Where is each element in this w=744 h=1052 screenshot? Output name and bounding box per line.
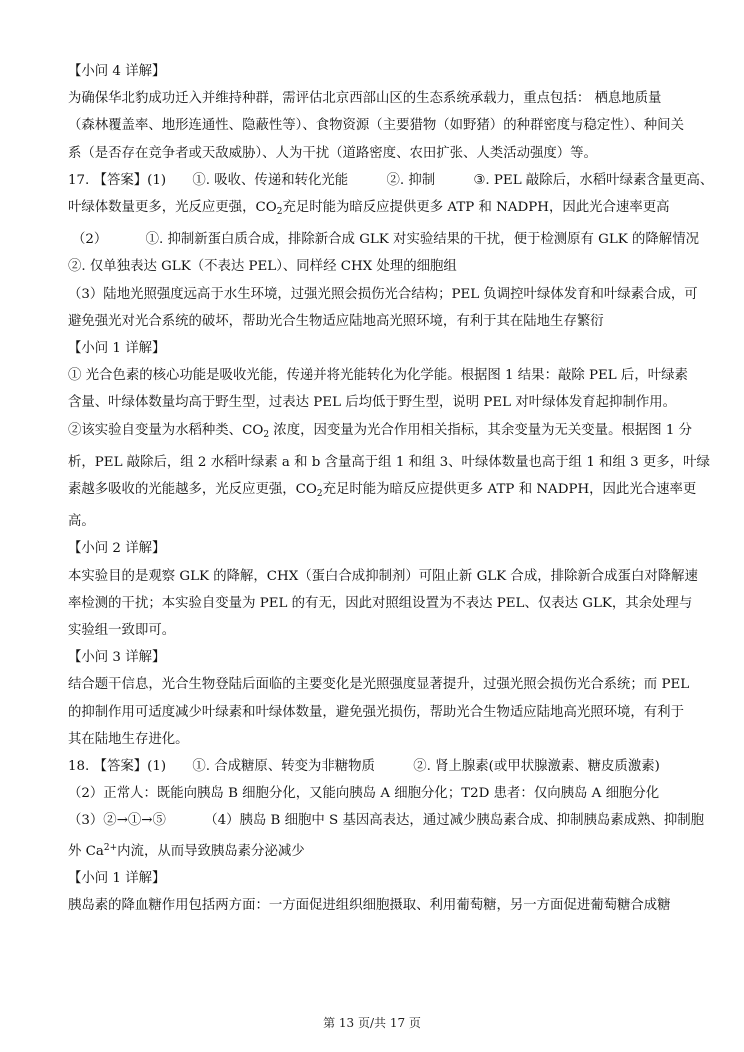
question-number: 17. 【答案】(1) bbox=[68, 172, 167, 188]
section-heading: 【小问 3 详解】 bbox=[68, 650, 166, 666]
paragraph-line: 避免强光对光合系统的破坏，帮助光合生物适应陆地高光照环境，有利于其在陆地生存繁衍 bbox=[68, 313, 604, 329]
paragraph-line bbox=[68, 476, 697, 508]
text-run: ②该实验自变量为水稻种类、CO bbox=[68, 422, 264, 438]
paragraph-line: （2）正常人：既能向胰岛 B 细胞分化，又能向胰岛 A 细胞分化；T2D 患者：仅向胰岛 A 细胞分化 bbox=[68, 786, 660, 802]
paragraph-line: ① 光合色素的核心功能是吸收光能，传递并将光能转化为化学能。根据图 1 结果：敲除 PEL 后，叶绿素 bbox=[68, 368, 688, 384]
sub-question-label: （2） bbox=[72, 232, 108, 248]
question-number: 18. 【答案】(1) bbox=[68, 759, 167, 775]
paragraph-line bbox=[68, 807, 705, 834]
paragraph-line: 系（是否存在竞争者或天敌威胁）、人为干扰（道路密度、农田扩张、人类活动强度）等。 bbox=[68, 145, 597, 161]
answer-part: ①. 吸收、传递和转化光能 bbox=[192, 172, 349, 188]
text-run: 叶绿体数量更多，光反应更强，CO bbox=[68, 200, 277, 216]
text-run: 外 Ca bbox=[68, 843, 104, 859]
page-number: 第 13 页/共 17 页 bbox=[323, 1016, 421, 1030]
paragraph-line: 实验组一致即可。 bbox=[68, 623, 176, 639]
subscript: 2 bbox=[263, 429, 270, 440]
answer-text-body bbox=[68, 58, 714, 919]
text-run: 素越多吸收的光能越多，光反应更强，CO bbox=[68, 482, 317, 498]
answer-line-17 bbox=[68, 167, 714, 194]
paragraph-line: 率检测的干扰；本实验自变量为 PEL 的有无，因此对照组设置为不表达 PEL、仅表达 GLK，其余处理与 bbox=[68, 595, 693, 611]
answer-part: ③. PEL 敲除后，水稻叶绿素含量更高、 bbox=[473, 172, 714, 188]
superscript: 2+ bbox=[103, 842, 118, 853]
text-run: 浓度，因变量为光合作用相关指标，其余变量为无关变量。根据图 1 分 bbox=[269, 422, 693, 438]
paragraph-line: 本实验目的是观察 GLK 的降解，CHX（蛋白合成抑制剂）可阻止新 GLK 合成，排除新合成蛋白对降解速 bbox=[68, 568, 698, 584]
text-run: 充足时能为暗反应提供更多 ATP 和 NADPH，因此光合速率更高 bbox=[282, 200, 670, 216]
paragraph-line bbox=[68, 417, 693, 449]
paragraph-line: 胰岛素的降血糖作用包括两方面：一方面促进组织细胞摄取、利用葡萄糖，另一方面促进葡萄糖合成糖 bbox=[68, 898, 671, 914]
paragraph-line: 为确保华北豹成功迁入并维持种群，需评估北京西部山区的生态系统承载力，重点包括： 栖息地质量 bbox=[68, 91, 662, 107]
section-heading: 【小问 1 详解】 bbox=[68, 341, 166, 357]
paragraph-line: 含量、叶绿体数量均高于野生型，过表达 PEL 后均低于野生型，说明 PEL 对叶绿体发育起抑制作用。 bbox=[68, 395, 677, 411]
paragraph-line: ②. 仅单独表达 GLK（不表达 PEL）、同样经 CHX 处理的细胞组 bbox=[68, 259, 457, 275]
section-heading: 【小问 4 详解】 bbox=[68, 64, 166, 79]
paragraph-line: 析，PEL 敲除后，组 2 水稻叶绿素 a 和 b 含量高于组 1 和组 3、叶绿体数量也高于组 1 和组 3 更多，叶绿 bbox=[68, 454, 710, 470]
answer-part: （4）胰岛 B 细胞中 S 基因高表达，通过减少胰岛素合成、抑制胰岛素成熟、抑制胞 bbox=[204, 813, 705, 829]
paragraph-line: 其在陆地生存进化。 bbox=[68, 731, 189, 747]
paragraph-line: （森林覆盖率、地形连通性、隐蔽性等）、食物资源（主要猎物（如野猪）的种群密度与稳定性）、种间关 bbox=[68, 118, 684, 134]
answer-part: ②. 抑制 bbox=[386, 172, 436, 188]
answer-part: （3）②→①→⑤ bbox=[68, 813, 166, 829]
answer-line-18 bbox=[68, 753, 682, 780]
subscript: 2 bbox=[276, 207, 283, 218]
answer-part: ①. 合成糖原、转变为非糖物质 bbox=[192, 759, 375, 775]
paragraph-line bbox=[68, 835, 682, 865]
paragraph-line: 的抑制作用可适度减少叶绿素和叶绿体数量，避免强光损伤，帮助光合生物适应陆地高光照环境，有利于 bbox=[68, 704, 684, 720]
answer-part: ②. 肾上腺素(或甲状腺激素、糖皮质激素) bbox=[413, 759, 660, 775]
paragraph-line: 结合题干信息，光合生物登陆后面临的主要变化是光照强度显著提升，过强光照会损伤光合系统；而 PEL bbox=[68, 677, 690, 693]
section-heading: 【小问 1 详解】 bbox=[68, 870, 166, 886]
section-heading: 【小问 2 详解】 bbox=[68, 541, 166, 557]
paragraph-line: （3）陆地光照强度远高于水生环境，过强光照会损伤光合结构；PEL 负调控叶绿体发育和叶绿素合成，可 bbox=[68, 286, 698, 302]
paragraph-line bbox=[68, 194, 682, 226]
subscript: 2 bbox=[316, 489, 323, 500]
paragraph-line: 高。 bbox=[68, 514, 95, 530]
paragraph-line bbox=[68, 226, 699, 253]
text-run: 充足时能为暗反应提供更多 ATP 和 NADPH，因此光合速率更 bbox=[322, 482, 697, 498]
text-run: 内流，从而导致胰岛素分泌减少 bbox=[117, 843, 305, 859]
answer-part: ①. 抑制新蛋白质合成，排除新合成 GLK 对实验结果的干扰，便于检测原有 GLK 的降解情况 bbox=[145, 232, 699, 248]
